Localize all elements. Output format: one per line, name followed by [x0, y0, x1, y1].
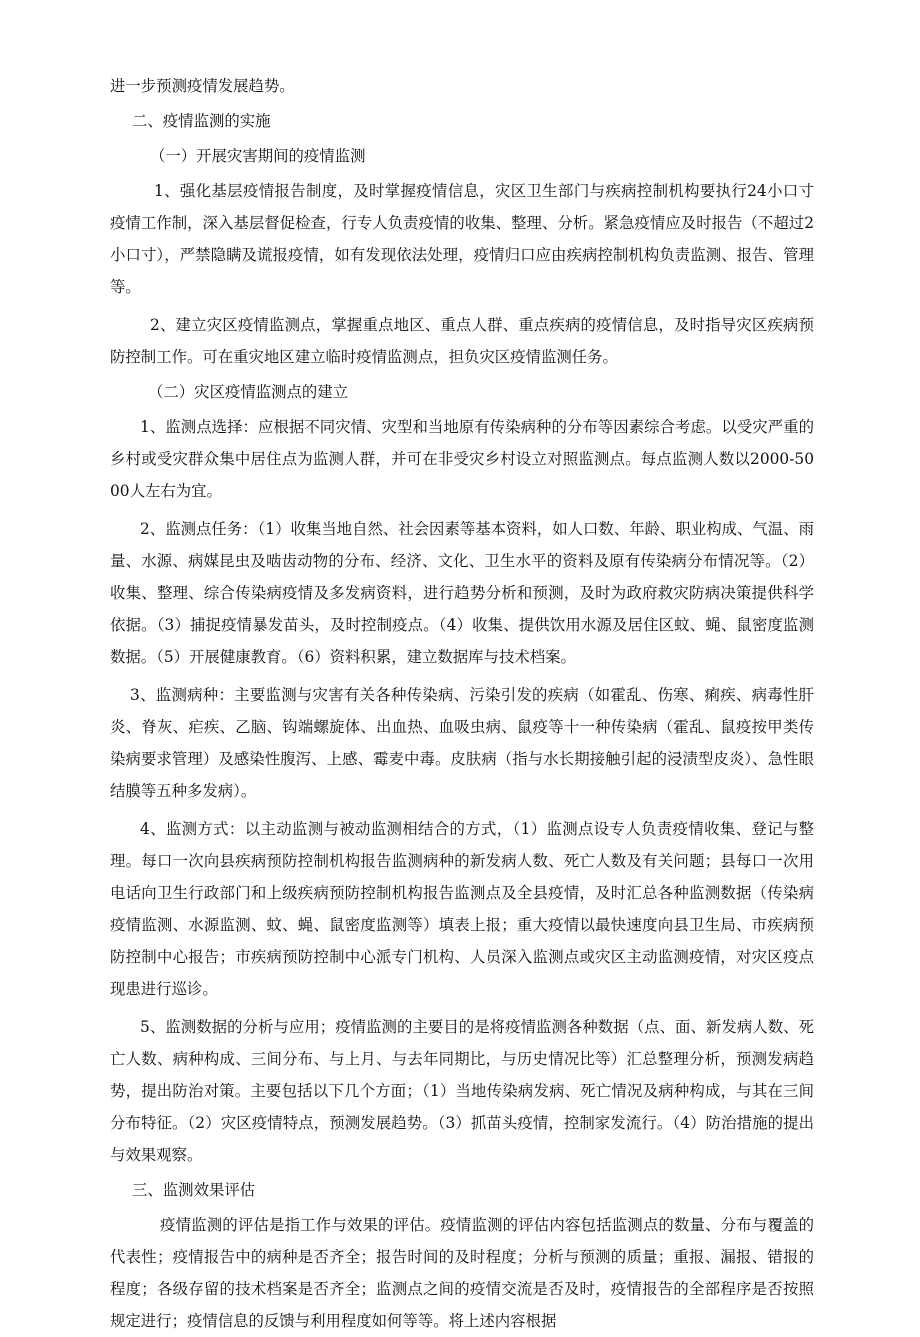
paragraph-item-1: 1、强化基层疫情报告制度，及时掌握疫情信息，灾区卫生部门与疾病控制机构要执行24小口寸疫情工作制，深入基层督促检查，行专人负责疫情的收集、整理、分析。紧急疫情应及时报告（不超过2小口寸），严禁隐瞒及谎报疫情，如有发现依法处理，疫情归口应由疾病控制机构负责监测、报告、管理等。: [110, 182, 814, 296]
subsection-heading-2: （二）灾区疫情监测点的建立: [148, 383, 349, 401]
section-heading-2: 二、疫情监测的实施: [132, 112, 271, 130]
paragraph-continuation: 进一步预测疫情发展趋势。: [110, 77, 295, 95]
section-heading-3: 三、监测效果评估: [132, 1181, 256, 1199]
paragraph-monitored-diseases: 3、监测病种：主要监测与灾害有关各种传染病、污染引发的疾病（如霍乱、伤寒、痢疾、病毒性肝炎、脊灰、疟疾、乙脑、钩端螺旋体、出血热、血吸虫病、鼠疫等十一种传染病（霍乱、鼠疫按甲类传染病要求管理）及感染性腹泻、上感、霉麦中毒。皮肤病（指与水长期接触引起的浸渍型皮炎）、急性眼结膜等五种多发病）。: [110, 686, 814, 800]
paragraph-evaluation: 疫情监测的评估是指工作与效果的评估。疫情监测的评估内容包括监测点的数量、分布与覆盖的代表性；疫情报告中的病种是否齐全；报告时间的及时程度；分析与预测的质量；重报、漏报、错报的程度；各级存留的技术档案是否齐全；监测点之间的疫情交流是否及时，疫情报告的全部程序是否按照规定进行；疫情信息的反馈与利用程度如何等等。将上述内容根据: [110, 1216, 814, 1330]
paragraph-item-2: 2、建立灾区疫情监测点，掌握重点地区、重点人群、重点疾病的疫情信息，及时指导灾区疾病预防控制工作。可在重灾地区建立临时疫情监测点，担负灾区疫情监测任务。: [110, 316, 814, 366]
paragraph-monitoring-methods: 4、监测方式：以主动监测与被动监测相结合的方式，（1）监测点设专人负责疫情收集、登记与整理。每口一次向县疾病预防控制机构报告监测病种的新发病人数、死亡人数及有关问题；县每口一次用电话向卫生行政部门和上级疾病预防控制机构报告监测点及全县疫情，及时汇总各种监测数据（传染病疫情监测、水源监测、蚊、蝇、鼠密度监测等）填表上报；重大疫情以最快速度向县卫生局、市疾病预防控制中心报告；市疾病预防控制中心派专门机构、人员深入监测点或灾区主动监测疫情，对灾区疫点现患进行巡诊。: [110, 820, 814, 998]
subsection-heading-1: （一）开展灾害期间的疫情监测: [150, 147, 366, 165]
paragraph-monitoring-site-selection: 1、监测点选择：应根据不同灾情、灾型和当地原有传染病种的分布等因素综合考虑。以受灾严重的乡村或受灾群众集中居住点为监测人群，并可在非受灾乡村设立对照监测点。每点监测人数以2000-5000人左右为宜。: [110, 418, 814, 500]
document-page: [110, 70, 814, 1337]
paragraph-data-analysis: 5、监测数据的分析与应用；疫情监测的主要目的是将疫情监测各种数据（点、面、新发病人数、死亡人数、病种构成、三间分布、与上月、与去年同期比，与历史情况比等）汇总整理分析，预测发病趋势，提出防治对策。主要包括以下几个方面；（1）当地传染病发病、死亡情况及病种构成，与其在三间分布特征。（2）灾区疫情特点，预测发展趋势。（3）抓苗头疫情，控制家发流行。（4）防治措施的提出与效果观察。: [110, 1018, 814, 1164]
paragraph-monitoring-site-tasks: 2、监测点任务：（1）收集当地自然、社会因素等基本资料，如人口数、年龄、职业构成、气温、雨量、水源、病媒昆虫及啮齿动物的分布、经济、文化、卫生水平的资料及原有传染病分布情况等。（2）收集、整理、综合传染病疫情及多发病资料，进行趋势分析和预测，及时为政府救灾防病决策提供科学依据。（3）捕捉疫情暴发苗头，及时控制疫点。（4）收集、提供饮用水源及居住区蚊、蝇、鼠密度监测数据。（5）开展健康教育。（6）资料积累，建立数据库与技术档案。: [110, 520, 814, 666]
